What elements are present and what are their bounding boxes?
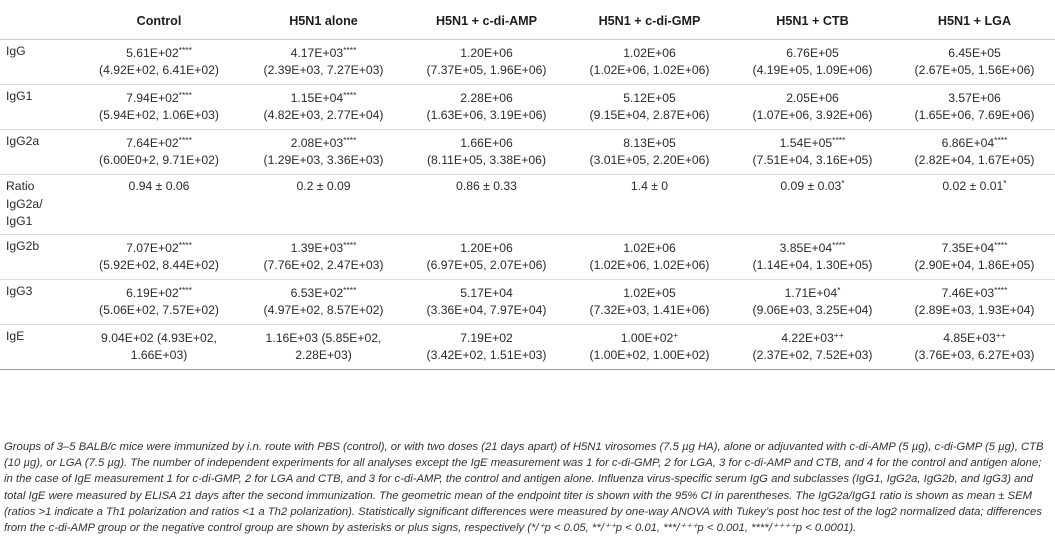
table-cell [731, 40, 894, 85]
cell-text: 6.86E+04 [941, 135, 995, 150]
cell-value [407, 240, 566, 258]
cell-text: (3.36E+04, 7.97E+04) [426, 303, 547, 317]
table-cell [731, 130, 894, 175]
table-cell [76, 235, 242, 280]
table-cell [894, 130, 1055, 175]
cell-value [570, 45, 729, 63]
row-label-line: IgG2a/ [6, 196, 43, 211]
table-cell [568, 40, 731, 85]
significance-marker: **** [178, 44, 192, 55]
significance-marker: ++ [833, 329, 844, 340]
significance-marker: **** [178, 239, 192, 250]
cell-interval [896, 257, 1053, 275]
table-cell [731, 175, 894, 235]
cell-text: (4.97E+02, 8.57E+02) [263, 303, 384, 317]
cell-value [733, 285, 892, 303]
cell-value [244, 90, 403, 108]
cell-text: 4.17E+03 [290, 45, 344, 60]
cell-interval [733, 62, 892, 80]
table-cell [894, 175, 1055, 235]
table-body [0, 40, 1055, 370]
table-cell [894, 280, 1055, 325]
cell-value [733, 90, 892, 108]
cell-text: 5.61E+02 [126, 45, 179, 60]
table-cell [242, 130, 405, 175]
significance-marker: **** [343, 239, 357, 250]
cell-text: (2.39E+03, 7.27E+03) [263, 63, 384, 77]
cell-value [407, 285, 566, 303]
cell-value [244, 330, 403, 348]
cell-text: (7.32E+03, 1.41E+06) [589, 303, 710, 317]
cell-value [244, 285, 403, 303]
table-cell [405, 280, 568, 325]
cell-interval [570, 302, 729, 320]
cell-text: (7.51E+04, 3.16E+05) [752, 153, 873, 167]
row-label-line: IgG2b [6, 239, 40, 253]
table-cell [568, 235, 731, 280]
cell-text: 0.94 ± 0.06 [128, 179, 190, 193]
cell-interval [244, 302, 403, 320]
cell-text: 7.46E+03 [941, 285, 995, 300]
cell-value [733, 135, 892, 153]
cell-interval [570, 107, 729, 125]
cell-text: (2.90E+04, 1.86E+05) [914, 258, 1035, 272]
cell-interval [570, 347, 729, 365]
cell-text: 2.28E+06 [460, 90, 513, 105]
table-row [0, 175, 1055, 235]
cell-interval [733, 152, 892, 170]
cell-value [896, 135, 1053, 153]
table-cell [76, 325, 242, 370]
cell-interval [896, 62, 1053, 80]
cell-text: (4.92E+02, 6.41E+02) [99, 63, 219, 77]
cell-text: 1.4 ± 0 [630, 179, 669, 193]
cell-interval [733, 107, 892, 125]
cell-text: 0.86 ± 0.33 [456, 179, 517, 193]
header-h5n1-c-di-gmp: H5N1 + c-di-GMP [568, 2, 731, 40]
significance-marker: **** [178, 134, 192, 145]
cell-text: 2.28E+03) [295, 348, 352, 362]
cell-value [407, 90, 566, 108]
significance-marker: **** [832, 239, 846, 250]
row-label [0, 85, 76, 130]
cell-text: 0.02 ± 0.01 [942, 179, 1004, 193]
cell-text: (7.76E+02, 2.47E+03) [263, 258, 384, 272]
cell-text: 1.20E+06 [460, 45, 513, 60]
table-cell [405, 175, 568, 235]
table-cell [76, 40, 242, 85]
cell-value [407, 330, 566, 348]
row-label [0, 235, 76, 280]
cell-interval [570, 62, 729, 80]
cell-interval [407, 62, 566, 80]
table-cell [405, 85, 568, 130]
cell-text: (4.82E+03, 2.77E+04) [263, 108, 384, 122]
table-cell [568, 130, 731, 175]
cell-value [78, 45, 240, 63]
header-h5n1-ctb: H5N1 + CTB [731, 2, 894, 40]
cell-text: (5.92E+02, 8.44E+02) [99, 258, 219, 272]
cell-text: 8.13E+05 [623, 135, 676, 150]
cell-value [570, 240, 729, 258]
table-row [0, 85, 1055, 130]
cell-interval [407, 152, 566, 170]
cell-value [78, 240, 240, 258]
significance-marker: + [673, 329, 679, 340]
cell-interval [78, 62, 240, 80]
cell-interval [896, 302, 1053, 320]
cell-value [570, 330, 729, 348]
cell-value [244, 45, 403, 63]
cell-text: (2.82E+04, 1.67E+05) [914, 153, 1035, 167]
row-label-line: Ratio [6, 179, 35, 193]
cell-text: (1.07E+06, 3.92E+06) [752, 108, 873, 122]
significance-marker: **** [994, 284, 1008, 295]
table-row [0, 280, 1055, 325]
table-cell [76, 175, 242, 235]
cell-value [896, 330, 1053, 348]
cell-text: (1.02E+06, 1.02E+06) [589, 258, 710, 272]
cell-value [570, 285, 729, 303]
cell-text: 1.66E+03) [130, 348, 188, 362]
table-cell [242, 235, 405, 280]
cell-interval [244, 62, 403, 80]
cell-value [244, 135, 403, 153]
row-label [0, 40, 76, 85]
table-row [0, 325, 1055, 370]
cell-value [733, 45, 892, 63]
cell-value [78, 135, 240, 153]
cell-text: 1.39E+03 [290, 240, 344, 255]
cell-text: (3.76E+03, 6.27E+03) [914, 348, 1035, 362]
cell-value [896, 285, 1053, 303]
significance-marker: **** [994, 239, 1008, 250]
table-cell [731, 325, 894, 370]
cell-value [78, 285, 240, 303]
cell-value [896, 90, 1053, 108]
cell-interval [78, 302, 240, 320]
table-cell [405, 130, 568, 175]
significance-marker: **** [178, 89, 192, 100]
cell-interval [244, 152, 403, 170]
cell-text: (3.42E+02, 1.51E+03) [426, 348, 547, 362]
significance-marker: **** [343, 284, 357, 295]
cell-text: (1.02E+06, 1.02E+06) [589, 63, 710, 77]
cell-interval [733, 302, 892, 320]
significance-marker: ++ [995, 329, 1006, 340]
cell-text: (9.06E+03, 3.25E+04) [752, 303, 873, 317]
cell-text: (6.97E+05, 2.07E+06) [426, 258, 547, 272]
cell-interval [407, 347, 566, 365]
row-label-line: IgG3 [6, 284, 33, 298]
cell-value [896, 178, 1053, 196]
header-h5n1-lga: H5N1 + LGA [894, 2, 1055, 40]
table-cell [568, 325, 731, 370]
row-label-line: IgE [6, 329, 25, 343]
table-cell [568, 175, 731, 235]
table-footnote: Groups of 3–5 BALB/c mice were immunized by i.n. route with PBS (control), or with two doses (21 days apart) of H5N1 virosomes (7.5 µg HA), alone or adjuvanted with c-di-AMP (5 µg), c-di-GMP (5 µg), CTB (10 µg), or LGA (7.5 µg). The number of independent experiments for all analyses except the IgE measurement was 1 for c-di-GMP, 2 for LGA, 3 for c-di-AMP and CTB, and 4 for the control and antigen alone; in the case of IgE measurement 1 for c-di-GMP, 2 for LGA and CTB, and 3 for c-di-AMP, the control and antigen alone. Influenza virus-specific serum IgG and subclasses (IgG1, IgG2a, IgG2b, and IgG3) and total IgE were measured by ELISA 21 days after the second immunization. The geometric mean of the endpoint titer is shown with the 95% CI in parentheses. The IgG2a/IgG1 ratio is shown as mean ± SEM (ratios >1 indicate a Th1 polarization and ratios <1 a Th2 polarization). Statistically significant differences were measured by one-way ANOVA with Tukey’s post hoc test of the log2 normalized data; differences from the c-di-AMP group or the negative control group are shown by asterisks or plus signs, respectively (*/⁺p < 0.05, **/⁺⁺p < 0.01, ***/⁺⁺⁺p < 0.001, ****/⁺⁺⁺⁺p < 0.0001). [4, 441, 1044, 535]
cell-text: (9.15E+04, 2.87E+06) [589, 108, 710, 122]
table-cell [894, 40, 1055, 85]
cell-text: (1.29E+03, 3.36E+03) [263, 153, 384, 167]
cell-text: 1.20E+06 [460, 240, 513, 255]
cell-text: (1.63E+06, 3.19E+06) [426, 108, 547, 122]
cell-interval [78, 257, 240, 275]
significance-marker: * [841, 178, 845, 188]
cell-interval [407, 257, 566, 275]
cell-interval [78, 152, 240, 170]
cell-interval [896, 347, 1053, 365]
cell-text: (2.37E+02, 7.52E+03) [752, 348, 873, 362]
cell-interval [407, 302, 566, 320]
cell-interval [244, 257, 403, 275]
cell-value [570, 90, 729, 108]
table-cell [242, 325, 405, 370]
table-row [0, 40, 1055, 85]
cell-text: 7.64E+02 [126, 135, 179, 150]
cell-interval [570, 152, 729, 170]
row-label [0, 130, 76, 175]
cell-value [733, 330, 892, 348]
significance-marker: **** [178, 284, 192, 295]
cell-text: 1.54E+05 [779, 135, 833, 150]
table-cell [731, 85, 894, 130]
cell-text: 2.08E+03 [290, 135, 344, 150]
cell-text: 7.94E+02 [126, 90, 179, 105]
cell-value [78, 90, 240, 108]
cell-value [244, 240, 403, 258]
cell-text: 4.85E+03 [943, 330, 996, 345]
table-cell [731, 280, 894, 325]
cell-value [896, 240, 1053, 258]
cell-text: (5.06E+02, 7.57E+02) [99, 303, 219, 317]
cell-text: 5.17E+04 [460, 285, 513, 300]
table-cell [405, 325, 568, 370]
table-cell [894, 85, 1055, 130]
cell-text: (4.19E+05, 1.09E+06) [752, 63, 873, 77]
cell-text: 7.19E+02 [460, 330, 513, 345]
cell-interval [244, 107, 403, 125]
cell-text: 6.76E+05 [786, 45, 839, 60]
cell-value [733, 240, 892, 258]
row-label-line: IgG2a [6, 134, 40, 148]
cell-text: 1.66E+06 [460, 135, 513, 150]
cell-text: 1.02E+06 [623, 240, 676, 255]
cell-text: (7.37E+05, 1.96E+06) [426, 63, 547, 77]
table-cell [568, 280, 731, 325]
header-corner [0, 2, 76, 40]
cell-value [407, 178, 566, 196]
cell-text: (1.65E+06, 7.69E+06) [914, 108, 1035, 122]
cell-text: 1.02E+06 [623, 45, 676, 60]
table-cell [76, 130, 242, 175]
cell-text: 1.02E+05 [623, 285, 676, 300]
cell-value [570, 135, 729, 153]
significance-marker: **** [343, 44, 357, 55]
table-cell [405, 235, 568, 280]
row-label [0, 325, 76, 370]
cell-text: 1.16E+03 (5.85E+02, [265, 330, 382, 345]
header-h5n1-alone: H5N1 alone [242, 2, 405, 40]
header-h5n1-c-di-amp: H5N1 + c-di-AMP [405, 2, 568, 40]
significance-marker: * [837, 284, 841, 295]
row-label-line: IgG1 [6, 214, 33, 228]
cell-text: (6.00E0+2, 9.71E+02) [99, 153, 219, 167]
cell-interval [78, 107, 240, 125]
cell-text: 7.35E+04 [941, 240, 995, 255]
cell-text: (3.01E+05, 2.20E+06) [589, 153, 710, 167]
cell-text: (2.89E+03, 1.93E+04) [914, 303, 1035, 317]
row-label-line: IgG1 [6, 89, 33, 103]
table-cell [405, 40, 568, 85]
antibody-titer-table [0, 2, 1055, 370]
cell-interval [896, 107, 1053, 125]
cell-text: 6.45E+05 [948, 45, 1001, 60]
cell-text: (5.94E+02, 1.06E+03) [99, 108, 219, 122]
cell-text: 5.12E+05 [623, 90, 676, 105]
cell-text: (1.14E+04, 1.30E+05) [752, 258, 873, 272]
table-cell [242, 40, 405, 85]
cell-interval [570, 257, 729, 275]
table-header-row [0, 2, 1055, 40]
cell-text: 1.71E+04 [784, 285, 838, 300]
cell-value [78, 330, 240, 348]
table-cell [894, 325, 1055, 370]
table-cell [76, 280, 242, 325]
table-cell [731, 235, 894, 280]
cell-text: 6.19E+02 [126, 285, 179, 300]
cell-text: 0.2 ± 0.09 [296, 179, 351, 193]
row-label [0, 175, 76, 235]
cell-text: 1.15E+04 [290, 90, 344, 105]
significance-marker: **** [832, 134, 846, 145]
cell-interval [733, 347, 892, 365]
cell-text: 0.09 ± 0.03 [780, 179, 842, 193]
significance-marker: **** [343, 134, 357, 145]
cell-value [78, 178, 240, 196]
cell-text: 3.85E+04 [779, 240, 833, 255]
table-cell [242, 85, 405, 130]
table-cell [76, 85, 242, 130]
cell-text: (8.11E+05, 3.38E+06) [426, 153, 547, 167]
row-label [0, 280, 76, 325]
cell-text: 6.53E+02 [290, 285, 344, 300]
cell-text: 7.07E+02 [126, 240, 179, 255]
table-cell [568, 85, 731, 130]
cell-text: (2.67E+05, 1.56E+06) [914, 63, 1035, 77]
cell-interval [733, 257, 892, 275]
cell-text: (1.00E+02, 1.00E+02) [589, 348, 710, 362]
cell-text: 9.04E+02 (4.93E+02, [101, 330, 217, 345]
row-label-line: IgG [6, 44, 26, 58]
significance-marker: **** [994, 134, 1008, 145]
cell-interval [896, 152, 1053, 170]
header-control: Control [76, 2, 242, 40]
cell-value [407, 135, 566, 153]
significance-marker: **** [343, 89, 357, 100]
cell-text: 4.22E+03 [781, 330, 834, 345]
cell-interval [244, 347, 403, 365]
cell-value [733, 178, 892, 196]
cell-text: 3.57E+06 [948, 90, 1001, 105]
table-cell [894, 235, 1055, 280]
table-cell [242, 175, 405, 235]
cell-interval [407, 107, 566, 125]
table-row [0, 130, 1055, 175]
cell-value [244, 178, 403, 196]
cell-interval [78, 347, 240, 365]
table-row [0, 235, 1055, 280]
cell-text: 2.05E+06 [786, 90, 839, 105]
table-cell [242, 280, 405, 325]
cell-text: 1.00E+02 [620, 330, 674, 345]
significance-marker: * [1003, 178, 1007, 188]
cell-value [407, 45, 566, 63]
cell-value [896, 45, 1053, 63]
cell-value [570, 178, 729, 196]
